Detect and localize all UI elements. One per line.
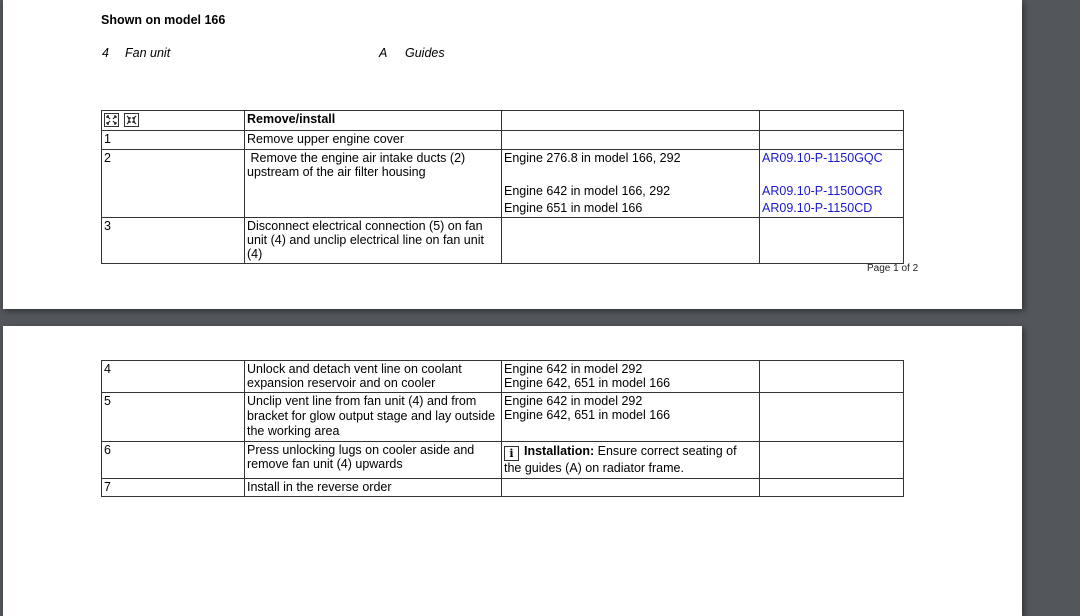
procedure-table-page-1 (101, 110, 904, 264)
document-page-2 (3, 326, 1022, 616)
procedure-table-page-2 (101, 360, 904, 497)
table-row (102, 150, 904, 218)
step-number: 6 (102, 442, 245, 479)
page-number: Page 1 of 2 (867, 263, 919, 274)
step-text: Unclip vent line from fan unit (4) and from bracket for glow output stage and lay outside the working area (245, 393, 502, 442)
engine-condition: Engine 642 in model 292 (504, 394, 643, 408)
table-row (102, 361, 904, 393)
references-cell (760, 150, 904, 218)
document-page-1 (3, 0, 1022, 309)
table-header-row (102, 111, 904, 131)
engine-condition: Engine 642, 651 in model 166 (504, 408, 671, 422)
table-row (102, 218, 904, 264)
legend-label-fan-unit: Fan unit (125, 46, 171, 60)
header-empty-cell (760, 111, 904, 131)
step-text: Unlock and detach vent line on coolant expansion reservoir and on cooler (245, 361, 502, 393)
engine-condition: Engine 651 in model 166 (504, 201, 643, 215)
engine-condition: Engine 276.8 in model 166, 292 (504, 151, 681, 165)
engine-condition: Engine 642, 651 in model 166 (504, 376, 671, 390)
empty-cell (760, 361, 904, 393)
legend-key-a: A (379, 46, 388, 60)
installation-text: Ensure correct seating of the guides (A) on radiator frame. (504, 444, 737, 475)
step-number: 7 (102, 479, 245, 497)
reference-link[interactable]: AR09.10-P-1150OGR (762, 184, 883, 198)
engine-condition: Engine 642 in model 166, 292 (504, 184, 671, 198)
table-row (102, 131, 904, 150)
step-text: Press unlocking lugs on cooler aside and remove fan unit (4) upwards (245, 442, 502, 479)
legend-key-4: 4 (102, 46, 109, 60)
empty-cell (760, 393, 904, 442)
step-text: Remove upper engine cover (245, 131, 502, 150)
collapse-icon[interactable] (124, 113, 139, 127)
header-empty-cell (502, 111, 760, 131)
installation-label: Installation: (524, 444, 595, 458)
step-number: 4 (102, 361, 245, 393)
empty-cell (502, 131, 760, 150)
step-text: Disconnect electrical connection (5) on fan unit (4) and unclip electrical line on fan unit (4) (245, 218, 502, 264)
table-row (102, 393, 904, 442)
step-text: Remove the engine air intake ducts (2) upstream of the air filter housing (245, 150, 502, 218)
empty-cell (502, 218, 760, 264)
table-row (102, 479, 904, 497)
empty-cell (760, 131, 904, 150)
step-text: Install in the reverse order (245, 479, 502, 497)
header-icons-cell (102, 111, 245, 131)
installation-note-cell (502, 442, 760, 479)
step-number: 2 (102, 150, 245, 218)
empty-cell (502, 479, 760, 497)
expand-icon[interactable] (104, 113, 119, 127)
reference-link[interactable]: AR09.10-P-1150GQC (762, 151, 883, 165)
empty-cell (760, 218, 904, 264)
figure-caption: Shown on model 166 (101, 13, 226, 27)
step-number: 1 (102, 131, 245, 150)
conditions-cell (502, 393, 760, 442)
reference-link[interactable]: AR09.10-P-1150CD (762, 201, 873, 215)
empty-cell (760, 479, 904, 497)
conditions-cell (502, 150, 760, 218)
header-remove-install: Remove/install (245, 111, 502, 131)
step-number: 3 (102, 218, 245, 264)
info-icon: i (504, 446, 519, 461)
engine-condition: Engine 642 in model 292 (504, 362, 643, 376)
conditions-cell (502, 361, 760, 393)
empty-cell (760, 442, 904, 479)
table-row (102, 442, 904, 479)
step-number: 5 (102, 393, 245, 442)
legend-label-guides: Guides (405, 46, 445, 60)
